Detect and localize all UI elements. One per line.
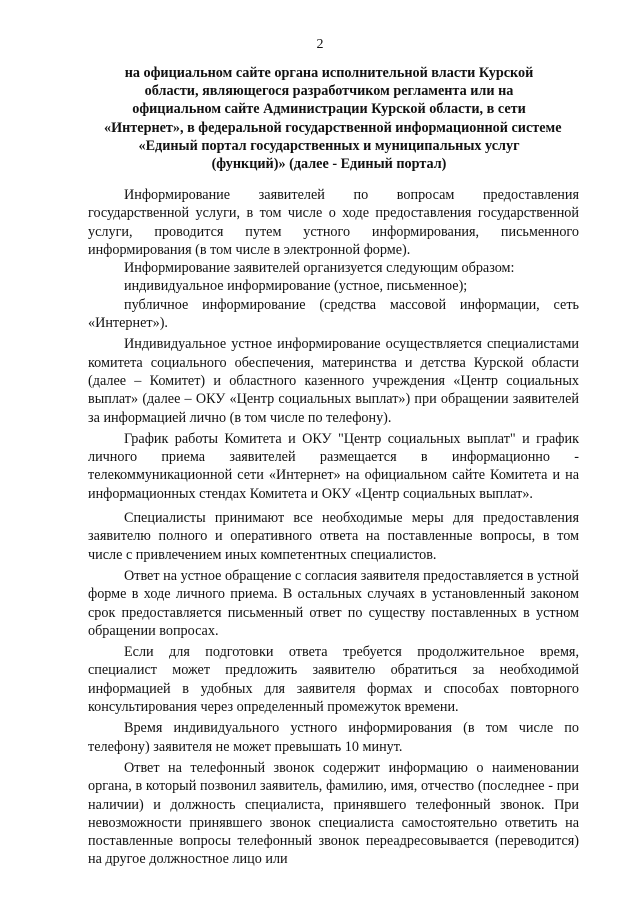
paragraph: Ответ на устное обращение с согласия заявителя предоставляется в устной форме в ходе личного приема. В остальных случаях в установленный законом срок предоставляется письменный ответ по существу поставленных в устном обращении вопросах. xyxy=(88,567,579,639)
paragraph: Ответ на телефонный звонок содержит информацию о наименовании органа, в который позвонил заявитель, фамилию, имя, отчество (последнее - при наличии) и должность специалиста, принявшего телефонный звонок. При невозможности принявшего звонок специалиста самостоятельно ответить на поставленные вопросы телефонный звонок переадресовывается (переводится) на другое должностное лицо или xyxy=(88,759,579,868)
document-body xyxy=(88,186,579,869)
paragraph: публичное информирование (средства массовой информации, сеть «Интернет»). xyxy=(88,296,579,332)
heading-line: «Единый портал государственных и муниципальных услуг xyxy=(138,137,520,154)
paragraph: Информирование заявителей организуется следующим образом: xyxy=(124,260,515,277)
paragraph: Индивидуальное устное информирование осуществляется специалистами комитета социального обеспечения, материнства и детства Курской области (далее – Комитет) и областного казенного учреждения «Центр социальных выплат» (далее – ОКУ «Центр социальных выплат») при обращении заявителей за информацией лично (в том числе по телефону). xyxy=(88,336,579,426)
paragraph: индивидуальное информирование (устное, письменное); xyxy=(124,278,468,295)
heading-line: «Интернет», в федеральной государственной информационной системе xyxy=(104,119,562,136)
paragraph: Если для подготовки ответа требуется продолжительное время, специалист может предложить заявителю обратиться за необходимой информацией в удобных для заявителя формах и способах повторного консультирования через определенный промежуток времени. xyxy=(88,644,579,716)
paragraph: Время индивидуального устного информирования (в том числе по телефону) заявителя не может превышать 10 минут. xyxy=(88,720,579,755)
heading-line: (функций)» (далее - Единый портал) xyxy=(211,156,447,173)
heading-line: на официальном сайте органа исполнительной власти Курской xyxy=(124,65,534,81)
paragraph: Информирование заявителей по вопросам предоставления государственной услуги, в том числе о ходе предоставления государственной услуги, проводится путем устного информирования, письменного информирования (в том числе в электронной форме). xyxy=(88,187,579,258)
page-number: 2 xyxy=(316,37,324,52)
section-heading xyxy=(104,64,562,173)
heading-line: официальном сайте Администрации Курской области, в сети xyxy=(132,101,526,118)
paragraph: Специалисты принимают все необходимые меры для предоставления заявителю полного и оперативного ответа на поставленные вопросы, в том числе с привлечением иных компетентных специалистов. xyxy=(88,510,579,563)
heading-line: области, являющегося разработчиком регламента или на xyxy=(144,83,514,100)
paragraph: График работы Комитета и ОКУ "Центр социальных выплат" и график личного приема заявителей размещается в информационно - телекоммуникационной сети «Интернет» на официальном сайте Комитета и на информационных стендах Комитета и ОКУ «Центр социальных выплат». xyxy=(88,430,579,502)
